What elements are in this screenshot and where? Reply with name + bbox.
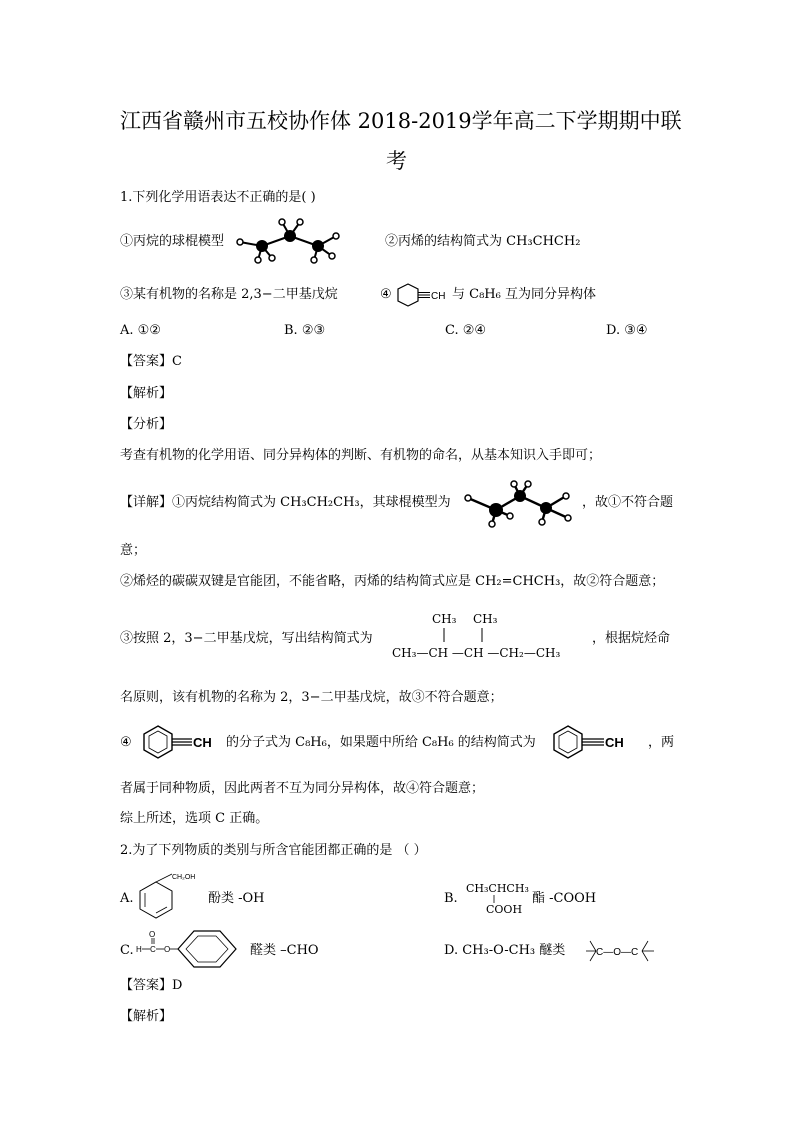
q1-detail-3b: ，根据烷烃命 bbox=[592, 631, 671, 646]
q1-option-d: D. ③④ bbox=[606, 323, 648, 338]
ether-chain-label: C—O—C bbox=[596, 947, 639, 958]
detail4-ch-label-2: CH bbox=[605, 735, 624, 750]
q1-summary: 综上所述，选项 C 正确。 bbox=[120, 811, 269, 826]
phenylacetylene-structure-icon-2 bbox=[142, 724, 232, 760]
q1-item-2: ②丙烯的结构简式为 CH₃CHCH₂ bbox=[385, 234, 581, 249]
q2-option-a-text: 酚类 -OH bbox=[208, 891, 265, 906]
q1-item-3: ③某有机物的名称是 2,3−二甲基戊烷 bbox=[120, 287, 338, 302]
q1-detail-1b: ，故①不符合题 bbox=[582, 495, 674, 510]
c-o-top-label: O bbox=[149, 930, 156, 939]
q1-detail-4a: ④ bbox=[120, 735, 132, 750]
phenylacetylene-ch-label: CH bbox=[431, 291, 446, 302]
q1-option-a: A. ①② bbox=[120, 323, 161, 338]
q1-item-4-suffix: 与 C₈H₆ 互为同分异构体 bbox=[452, 287, 596, 302]
q1-item-4-prefix: ④ bbox=[380, 287, 392, 302]
q1-detail-4d: 者属于同种物质，因此两者不互为同分异构体，故④符合题意； bbox=[120, 781, 485, 796]
q2-answer: 【答案】D bbox=[120, 978, 183, 993]
struct3-ch3-branch-1: CH₃ bbox=[432, 612, 457, 626]
phenylacetylene-structure-icon bbox=[396, 282, 456, 308]
q2-option-a-label: A. bbox=[120, 891, 134, 906]
q1-stem: 1.下列化学用语表达不正确的是( ) bbox=[120, 190, 316, 205]
phenyl-formate-structure-icon bbox=[136, 928, 256, 972]
propane-ball-stick-model-icon-2 bbox=[462, 482, 582, 528]
q2-option-d-text: D. CH₃-O-CH₃ 醚类 bbox=[444, 943, 566, 958]
q1-detail-1c: 意； bbox=[120, 543, 147, 558]
struct3-branch-bonds bbox=[436, 628, 496, 644]
q1-detail-2: ②烯烃的碳碳双键是官能团，不能省略，丙烯的结构简式应是 CH₂=CHCH₃，故②符合题意； bbox=[120, 574, 665, 589]
c-h-label: H bbox=[136, 945, 142, 954]
q2-option-b-text: 酯 -COOH bbox=[532, 891, 597, 906]
struct3-ch3-branch-2: CH₃ bbox=[473, 612, 498, 626]
q1-item-1: ①丙烷的球棍模型 bbox=[120, 234, 225, 249]
ch2oh-label: CH₂OH bbox=[172, 874, 196, 881]
q1-analysis-heading: 【解析】 bbox=[120, 386, 173, 401]
q1-fenxi-text: 考查有机物的化学用语、同分异构体的判断、有机物的命名，从基本知识入手即可； bbox=[120, 448, 602, 463]
ether-structure-icon bbox=[586, 938, 656, 964]
propane-ball-stick-model-icon bbox=[232, 214, 342, 264]
struct3-main-chain: CH₃—CH —CH —CH₂—CH₃ bbox=[392, 646, 561, 660]
q2-option-b-formula-bottom: COOH bbox=[486, 903, 523, 916]
q2-stem: 2.为了下列物质的类别与所含官能团都正确的是 （ ） bbox=[120, 843, 427, 858]
q2-option-b-formula-top: CH₃CHCH₃ bbox=[466, 882, 529, 895]
q2-option-c-text: 醛类 –CHO bbox=[250, 943, 319, 958]
q1-option-c: C. ②④ bbox=[445, 323, 487, 338]
phenylacetylene-structure-icon-3 bbox=[552, 724, 642, 760]
c-o-label: O bbox=[164, 945, 171, 954]
benzyl-alcohol-structure-icon bbox=[138, 872, 208, 918]
q2-option-b-label: B. bbox=[444, 891, 458, 906]
q2-option-c-label: C. bbox=[120, 943, 134, 958]
q1-detail-4c: ，两 bbox=[648, 735, 675, 750]
page-title-continued: 考 bbox=[386, 149, 407, 173]
q1-fenxi-heading: 【分析】 bbox=[120, 417, 173, 432]
q1-detail-1a: 【详解】①丙烷结构简式为 CH₃CH₂CH₃，其球棍模型为 bbox=[120, 495, 451, 510]
detail4-ch-label: CH bbox=[193, 735, 212, 750]
page-title: 江西省赣州市五校协作体 2018-2019学年高二下学期期中联 bbox=[120, 109, 682, 133]
q2-analysis-heading: 【解析】 bbox=[120, 1009, 173, 1024]
q1-detail-3c: 名原则，该有机物的名称为 2，3−二甲基戊烷，故③不符合题意； bbox=[120, 690, 503, 705]
q1-detail-3a: ③按照 2，3−二甲基戊烷，写出结构简式为 bbox=[120, 631, 373, 646]
q1-detail-4b: 的分子式为 C₈H₆，如果题中所给 C₈H₆ 的结构简式为 bbox=[226, 735, 536, 750]
c-c-label: C bbox=[150, 945, 156, 954]
q1-option-b: B. ②③ bbox=[284, 323, 326, 338]
q1-answer: 【答案】C bbox=[120, 354, 182, 369]
